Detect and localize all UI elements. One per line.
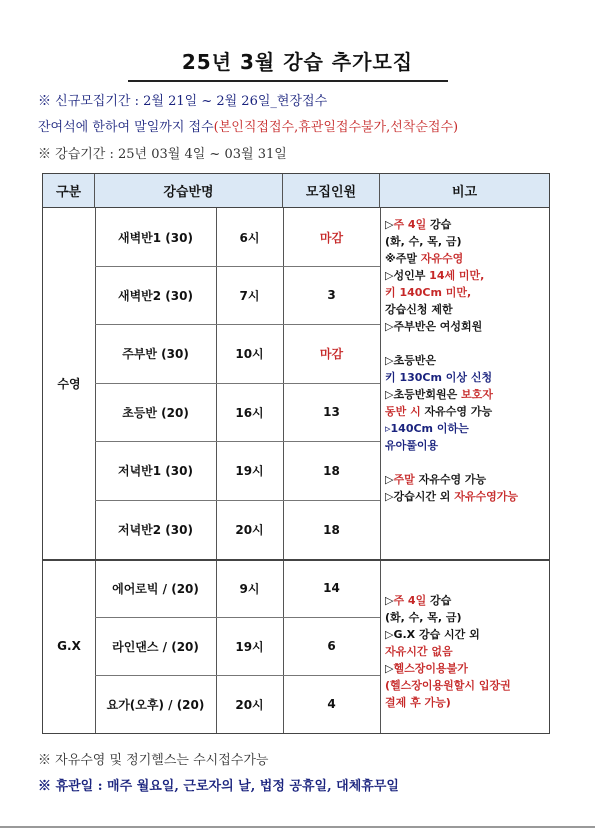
note-text: 결제 후 가능) xyxy=(385,696,451,709)
class-time: 6시 xyxy=(239,230,260,245)
group-gx: G.X xyxy=(57,639,81,653)
header-notes: 비고 xyxy=(380,174,549,208)
note-text: 자유수영 가능 xyxy=(414,473,487,486)
class-name: 새벽반1 (30) xyxy=(118,230,193,245)
group-swim: 수영 xyxy=(57,377,81,391)
note-text: ▷G.X 강습 시간 외 xyxy=(385,628,480,641)
class-time: 20시 xyxy=(235,523,264,537)
note-text: ▷ xyxy=(385,473,394,486)
class-name: 저녁반1 (30) xyxy=(118,464,193,478)
note-text: 헬스장이용불가 xyxy=(393,662,468,675)
schedule-table xyxy=(42,173,550,734)
note-text: ▷주부반은 여성회원 xyxy=(385,320,483,333)
note-text: 자유수영가능 xyxy=(454,490,519,503)
note-text: 키 140Cm 미만, xyxy=(385,286,472,299)
class-count: 6 xyxy=(327,639,336,653)
remaining-suffix: (본인직접접수,휴관일접수불가,선착순접수) xyxy=(213,120,459,135)
gx-notes xyxy=(385,592,511,711)
note-text: 유아풀이용 xyxy=(385,439,439,452)
header-count: 모집인원 xyxy=(283,174,380,208)
recruit-period: ※ 신규모집기간 : 2월 21일 ~ 2월 26일_현장접수 xyxy=(38,94,328,109)
class-count: 마감 xyxy=(319,347,344,361)
note-line xyxy=(385,454,518,471)
class-name: 요가(오후) / (20) xyxy=(106,697,205,712)
title-underline xyxy=(128,80,448,82)
note-line xyxy=(385,609,511,626)
note-text: (헬스장이용원할시 입장권 xyxy=(385,679,511,692)
note-line xyxy=(385,488,518,505)
footer-note-2: ※ 휴관일 : 매주 월요일, 근로자의 날, 법정 공휴일, 대체휴무일 xyxy=(38,779,399,794)
note-text: (화, 수, 목, 금) xyxy=(385,611,462,624)
note-text: 자유수영 xyxy=(420,252,464,265)
note-line xyxy=(385,660,511,677)
class-name: 새벽반2 (30) xyxy=(118,288,193,303)
class-count: 3 xyxy=(327,288,336,302)
header-category: 구분 xyxy=(43,174,95,208)
note-line xyxy=(385,403,518,420)
class-name: 주부반 (30) xyxy=(122,347,189,361)
class-period: ※ 강습기간 : 25년 03월 4일 ~ 03월 31일 xyxy=(38,147,287,162)
class-count: 14 xyxy=(323,581,340,595)
note-text: 14세 미만, xyxy=(429,269,485,282)
note-text: 자유수영 가능 xyxy=(420,405,493,418)
class-time: 10시 xyxy=(235,347,264,361)
class-count: 18 xyxy=(323,463,340,478)
note-text: ▷ xyxy=(385,594,394,607)
note-text: 강습신청 제한 xyxy=(385,303,453,316)
class-time: 20시 xyxy=(235,697,264,712)
note-line xyxy=(385,284,518,301)
note-line xyxy=(385,301,518,318)
note-line xyxy=(385,267,518,284)
note-text: 강습 xyxy=(426,218,452,231)
note-text: 강습 xyxy=(426,594,452,607)
note-line xyxy=(385,420,518,437)
remaining-notice xyxy=(38,116,458,135)
note-line xyxy=(385,250,518,267)
note-text: 동반 시 xyxy=(385,405,421,418)
header-class: 강습반명 xyxy=(95,174,283,208)
note-line xyxy=(385,318,518,335)
note-text: ▷ xyxy=(385,218,394,231)
note-text: ▷초등반은 xyxy=(385,354,436,367)
swim-notes xyxy=(385,216,518,505)
class-count: 4 xyxy=(327,697,336,711)
note-text: (화, 수, 목, 금) xyxy=(385,235,462,248)
class-time: 19시 xyxy=(235,639,264,654)
note-line xyxy=(385,386,518,403)
page-title: 25년 3월 강습 추가모집 xyxy=(181,50,414,74)
class-time: 9시 xyxy=(239,581,260,596)
note-text: 주 4일 xyxy=(393,218,427,231)
class-name: 저녁반2 (30) xyxy=(118,523,193,537)
class-name: 라인댄스 / (20) xyxy=(112,639,199,654)
note-line xyxy=(385,233,518,250)
note-line xyxy=(385,592,511,609)
page-bottom-rule xyxy=(0,826,595,828)
note-text: 주말 xyxy=(393,473,415,486)
note-line xyxy=(385,437,518,454)
class-count: 13 xyxy=(323,405,340,419)
class-time: 7시 xyxy=(239,288,260,303)
note-text: ▷ xyxy=(385,662,394,675)
class-count: 마감 xyxy=(319,230,344,245)
note-line xyxy=(385,626,511,643)
class-name: 에어로빅 / (20) xyxy=(112,581,199,596)
note-text: 자유시간 없음 xyxy=(385,645,453,658)
note-line xyxy=(385,694,511,711)
class-time: 16시 xyxy=(235,405,264,420)
footer-note-1: ※ 자유수영 및 정기헬스는 수시접수가능 xyxy=(38,753,269,768)
col-divider xyxy=(380,208,381,733)
note-line xyxy=(385,643,511,660)
class-name: 초등반 (20) xyxy=(122,405,189,420)
note-line xyxy=(385,471,518,488)
class-count: 18 xyxy=(323,522,340,537)
note-text: 키 130Cm 이상 신청 xyxy=(385,371,493,384)
note-text: ※주말 xyxy=(385,252,421,265)
remaining-prefix: 잔여석에 한하여 말일까지 접수 xyxy=(38,120,214,135)
note-line xyxy=(385,352,518,369)
note-text: ▷초등반회원은 xyxy=(385,388,462,401)
note-line xyxy=(385,216,518,233)
class-time: 19시 xyxy=(235,464,264,478)
note-text: ▹140Cm 이하는 xyxy=(385,422,469,435)
note-text: 보호자 xyxy=(461,388,493,401)
note-text: ▷성인부 xyxy=(385,269,430,282)
note-text: ▷강습시간 외 xyxy=(385,490,455,503)
note-line xyxy=(385,369,518,386)
note-text: 주 4일 xyxy=(393,594,427,607)
note-line xyxy=(385,335,518,352)
note-line xyxy=(385,677,511,694)
